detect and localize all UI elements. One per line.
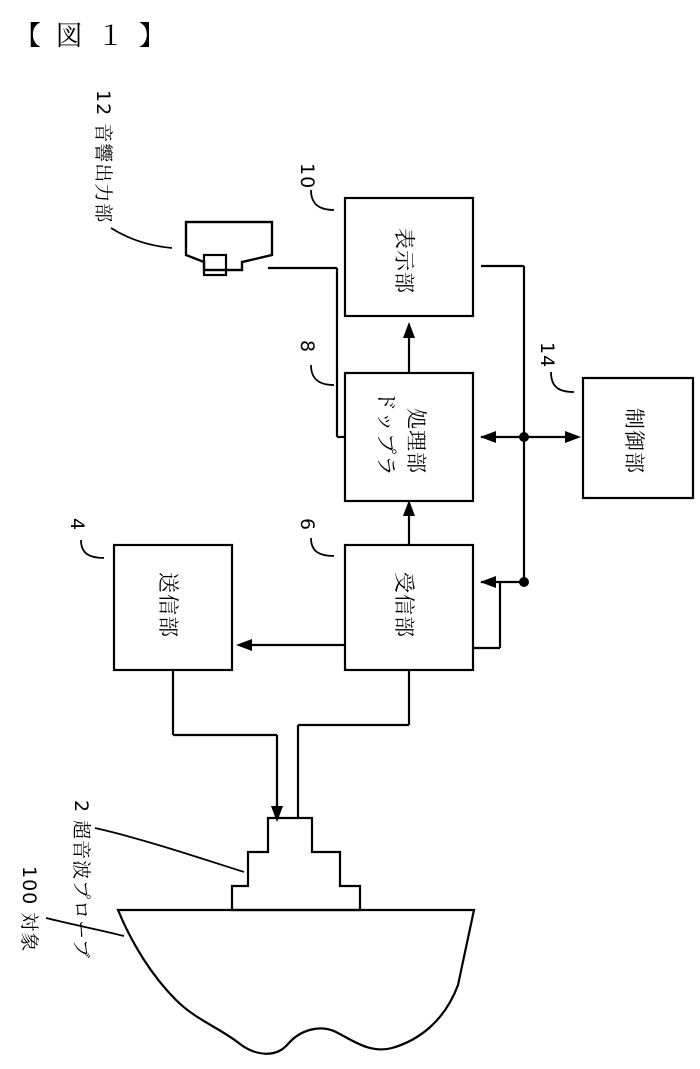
block-label-transmit: 送信部 [156, 572, 180, 638]
block-label-receive: 受信部 [392, 572, 416, 638]
annotation-object: 100 対象 [18, 866, 40, 953]
block-label-doppler-line2: 処理部 [404, 408, 428, 474]
ref-label-control: 14 [536, 342, 558, 369]
ultrasound-probe [232, 818, 360, 910]
ref-label-doppler: 8 [296, 340, 318, 354]
junction-dot [519, 432, 529, 442]
object-outline [118, 910, 474, 1054]
ref-label-receive: 6 [296, 518, 318, 532]
junction-dot [519, 577, 529, 587]
speaker-icon [186, 222, 272, 275]
annotation-audio-output: 12 音響出力部 [92, 90, 114, 224]
annotation-probe: 2 超音波プローブ [70, 800, 92, 960]
block-label-display: 表示部 [392, 228, 416, 294]
block-label-control: 制御部 [622, 408, 646, 474]
figure-title: 【 図 １ 】 [14, 21, 169, 52]
ref-label-display: 10 [296, 163, 318, 190]
block-label-doppler-line1: ドップラ [374, 390, 398, 478]
ref-label-transmit: 4 [66, 518, 88, 532]
